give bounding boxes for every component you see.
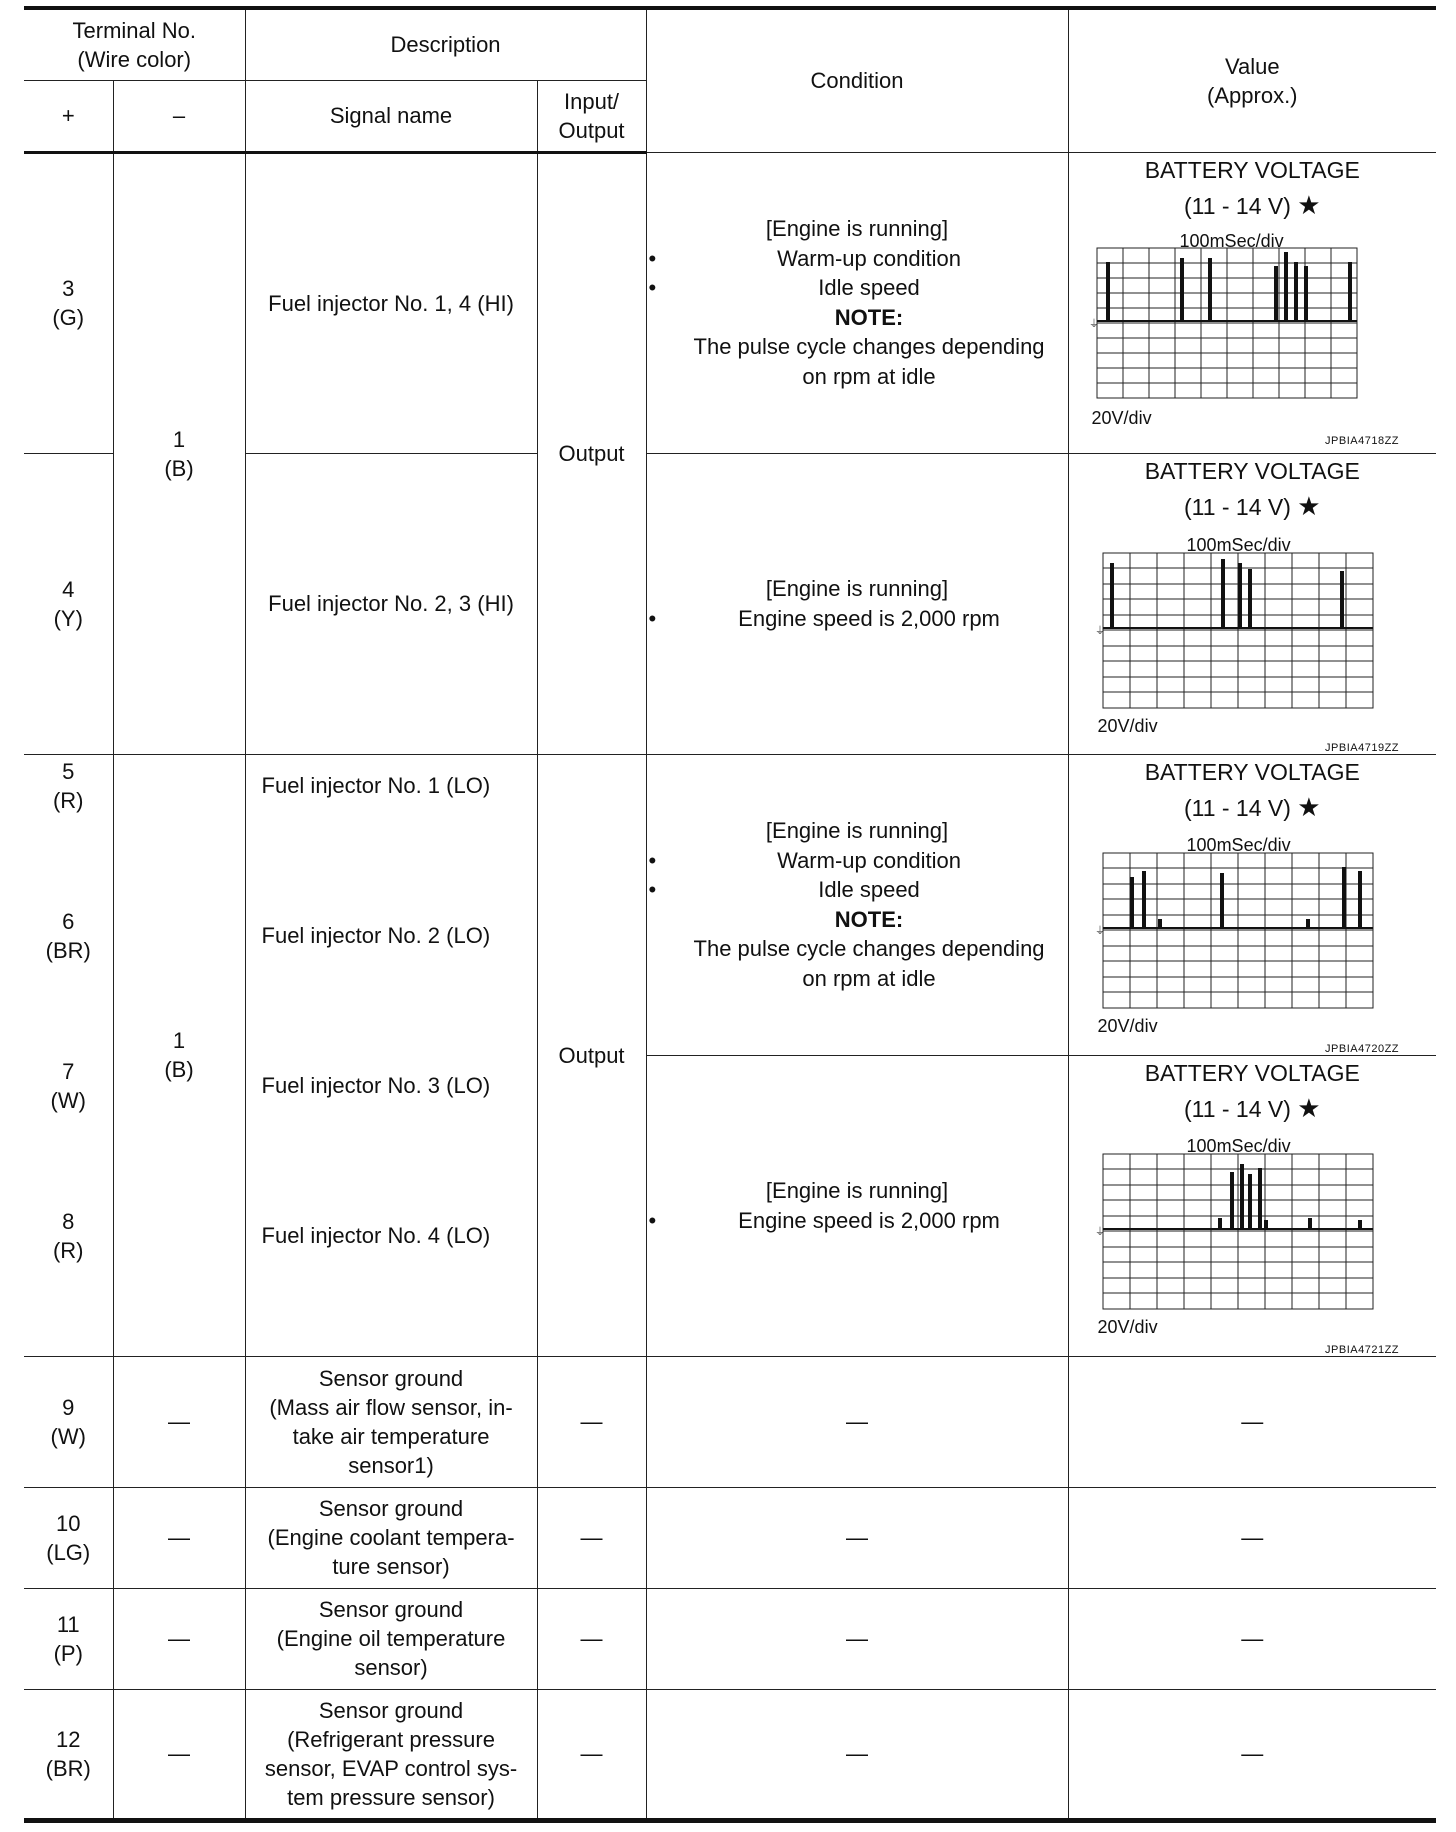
- header-value-line1: Value: [1224, 53, 1280, 79]
- header-plus: +: [24, 80, 113, 152]
- volt-division-label: 20V/div: [1091, 407, 1152, 428]
- terminal-number: 5: [62, 758, 75, 784]
- ground-terminal-cell: —: [113, 1588, 245, 1689]
- value-cell: [1068, 152, 1436, 453]
- io-cell: —: [537, 1487, 646, 1588]
- terminal-spec-table-frame: [24, 6, 1436, 1826]
- condition-cell: [646, 754, 1068, 1055]
- terminal-entry: [24, 1207, 113, 1265]
- time-division-label: 100mSec/div: [1179, 230, 1284, 251]
- condition-cell: [646, 1055, 1068, 1356]
- signal-detail: (Engine coolant tempera-: [267, 1525, 515, 1550]
- signal-name: Fuel injector No. 4 (LO): [261, 1222, 491, 1248]
- wire-color: (Y): [53, 605, 83, 631]
- condition-title: [Engine is running]: [765, 576, 949, 601]
- wire-color: (R): [52, 1237, 84, 1263]
- io-cell: Output: [537, 152, 646, 754]
- signal-name: Sensor ground: [318, 1496, 464, 1521]
- ground-terminal-number: 1: [172, 1028, 186, 1053]
- terminal-stack-cell: [24, 754, 113, 1356]
- terminal-cell: [24, 1689, 113, 1820]
- value-range-text: (11 - 14 V): [1183, 1095, 1291, 1122]
- wire-color: (G): [52, 305, 85, 330]
- condition-cell: —: [646, 1487, 1068, 1588]
- sensor-ground-row: [24, 1356, 1436, 1487]
- signal-name-cell: [245, 1689, 537, 1820]
- signal-name-cell: [245, 152, 537, 453]
- value-range-text: (11 - 14 V): [1183, 794, 1291, 821]
- note-label: NOTE:: [834, 304, 904, 330]
- time-division-label: 100mSec/div: [1186, 534, 1291, 555]
- oscilloscope-waveform-3: [1069, 850, 1389, 1010]
- signal-detail: sensor1): [348, 1452, 434, 1478]
- svg-text:⏚: ⏚: [1088, 318, 1099, 330]
- value-range: [1069, 791, 1437, 825]
- condition-title: [Engine is running]: [765, 818, 949, 843]
- terminal-number: 12: [56, 1726, 81, 1752]
- terminal-cell: [24, 1588, 113, 1689]
- header-row-1: [24, 8, 1436, 80]
- signal-name: Fuel injector No. 2 (LO): [261, 922, 491, 948]
- signal-name-cell: [245, 453, 537, 754]
- io-cell: —: [537, 1689, 646, 1820]
- star-icon: ★: [1297, 490, 1321, 521]
- time-division-label: 100mSec/div: [1186, 834, 1291, 855]
- io-cell: —: [537, 1588, 646, 1689]
- terminal-entry: [24, 1057, 113, 1115]
- group2-row-a: [24, 754, 1436, 1055]
- condition-title: [Engine is running]: [765, 1178, 949, 1203]
- terminal-cell: [24, 1487, 113, 1588]
- value-cell: —: [1068, 1487, 1436, 1588]
- condition-bullet: • Engine speed is 2,000 rpm: [647, 604, 1068, 634]
- header-description: Description: [245, 8, 646, 80]
- condition-bullet: • Warm-up condition: [647, 846, 1068, 876]
- terminal-cell: [24, 453, 113, 754]
- wire-color: (W): [50, 1087, 86, 1113]
- value-range-text: (11 - 14 V): [1183, 192, 1291, 219]
- note-label: NOTE:: [834, 906, 904, 932]
- signal-detail: sensor): [354, 1655, 428, 1680]
- condition-bullet: • Warm-up condition: [647, 244, 1068, 274]
- signal-detail: (Mass air flow sensor, in-: [269, 1394, 513, 1420]
- header-signal-name: Signal name: [245, 80, 537, 152]
- volt-division-label: 20V/div: [1097, 1316, 1158, 1337]
- io-cell: Output: [537, 754, 646, 1356]
- ground-terminal-number: 1: [172, 426, 186, 452]
- svg-text:⏚: ⏚: [1094, 625, 1105, 637]
- ground-terminal-cell: —: [113, 1487, 245, 1588]
- signal-name: Fuel injector No. 1 (LO): [261, 772, 491, 798]
- note-text: on rpm at idle: [802, 363, 936, 389]
- group1-row-a: [24, 152, 1436, 453]
- terminal-number: 6: [62, 908, 75, 934]
- header-io-line1: Input/: [564, 88, 620, 114]
- condition-bullet: • Engine speed is 2,000 rpm: [647, 1206, 1068, 1236]
- header-terminal-no-line2: (Wire color): [77, 46, 192, 72]
- signal-name: Sensor ground: [318, 1697, 464, 1723]
- condition-cell: —: [646, 1588, 1068, 1689]
- figure-code: JPBIA4721ZZ: [1325, 1343, 1400, 1356]
- signal-name-cell: [245, 1356, 537, 1487]
- wire-color: (W): [50, 1423, 86, 1449]
- wire-color: (P): [53, 1640, 83, 1666]
- header-io: [537, 80, 646, 152]
- signal-detail: ture sensor): [332, 1554, 450, 1579]
- terminal-number: 3: [62, 276, 75, 301]
- figure-code: JPBIA4720ZZ: [1325, 1042, 1400, 1055]
- value-cell: [1068, 754, 1436, 1055]
- note-text: The pulse cycle changes depending: [693, 936, 1045, 961]
- terminal-entry: [24, 907, 113, 965]
- value-cell: —: [1068, 1588, 1436, 1689]
- signal-name: Fuel injector No. 2, 3 (HI): [268, 591, 514, 616]
- terminal-number: 7: [62, 1058, 75, 1084]
- condition-cell: —: [646, 1689, 1068, 1820]
- terminal-spec-table: [24, 6, 1436, 1823]
- header-minus: –: [113, 80, 245, 152]
- value-label: BATTERY VOLTAGE: [1144, 457, 1360, 484]
- signal-name-cell: [245, 1588, 537, 1689]
- wire-color: (BR): [45, 937, 91, 963]
- terminal-number: 9: [62, 1394, 75, 1420]
- value-cell: [1068, 1055, 1436, 1356]
- condition-bullet: • Idle speed: [647, 273, 1068, 303]
- star-icon: ★: [1297, 189, 1321, 220]
- ground-terminal-cell: —: [113, 1356, 245, 1487]
- value-label: BATTERY VOLTAGE: [1144, 156, 1360, 183]
- signal-detail: (Refrigerant pressure: [287, 1726, 495, 1752]
- value-range: [1069, 490, 1437, 524]
- value-range: [1069, 189, 1437, 223]
- terminal-cell: [24, 152, 113, 453]
- signal-stack-cell: [245, 754, 537, 1356]
- oscilloscope-waveform-1: [1069, 245, 1369, 400]
- value-cell: [1068, 453, 1436, 754]
- wire-color: (LG): [46, 1539, 91, 1565]
- signal-name: Fuel injector No. 1, 4 (HI): [268, 290, 514, 316]
- star-icon: ★: [1297, 1092, 1321, 1123]
- terminal-number: 11: [56, 1611, 80, 1637]
- note-text: The pulse cycle changes depending: [693, 334, 1045, 359]
- ground-terminal-cell: [113, 152, 245, 754]
- signal-detail: take air temperature: [292, 1423, 490, 1449]
- header-terminal-no-line1: Terminal No.: [72, 17, 196, 43]
- value-label: BATTERY VOLTAGE: [1144, 1059, 1360, 1086]
- header-condition: Condition: [646, 8, 1068, 152]
- condition-title: [Engine is running]: [765, 216, 949, 241]
- header-io-line2: Output: [558, 117, 625, 143]
- signal-detail: sensor, EVAP control sys-: [264, 1755, 518, 1781]
- sensor-ground-row: [24, 1588, 1436, 1689]
- svg-text:⏚: ⏚: [1094, 1226, 1105, 1238]
- sensor-ground-row: [24, 1689, 1436, 1820]
- header-value-line2: (Approx.): [1207, 82, 1298, 108]
- header-value: [1068, 8, 1436, 152]
- signal-detail: (Engine oil temperature: [276, 1626, 506, 1651]
- terminal-number: 10: [56, 1510, 81, 1536]
- terminal-entry: [24, 757, 113, 815]
- ground-terminal-cell: —: [113, 1689, 245, 1820]
- signal-name: Sensor ground: [318, 1597, 464, 1622]
- io-cell: —: [537, 1356, 646, 1487]
- signal-detail: tem pressure sensor): [287, 1784, 495, 1810]
- condition-cell: —: [646, 1356, 1068, 1487]
- star-icon: ★: [1297, 791, 1321, 822]
- volt-division-label: 20V/div: [1097, 715, 1158, 736]
- time-division-label: 100mSec/div: [1186, 1135, 1291, 1156]
- wire-color: (R): [52, 787, 84, 813]
- terminal-cell: [24, 1356, 113, 1487]
- figure-code: JPBIA4719ZZ: [1325, 741, 1400, 754]
- ground-wire-color: (B): [164, 1057, 194, 1082]
- value-cell: —: [1068, 1689, 1436, 1820]
- condition-cell: [646, 453, 1068, 754]
- value-cell: —: [1068, 1356, 1436, 1487]
- svg-text:⏚: ⏚: [1094, 925, 1105, 937]
- oscilloscope-waveform-4: [1069, 1151, 1389, 1311]
- value-label: BATTERY VOLTAGE: [1144, 758, 1360, 785]
- volt-division-label: 20V/div: [1097, 1015, 1158, 1036]
- sensor-ground-row: [24, 1487, 1436, 1588]
- terminal-number: 4: [62, 576, 75, 602]
- note-text: on rpm at idle: [802, 965, 936, 991]
- terminal-number: 8: [62, 1208, 75, 1234]
- value-range-text: (11 - 14 V): [1183, 493, 1291, 520]
- ground-wire-color: (B): [164, 455, 194, 481]
- value-range: [1069, 1092, 1437, 1126]
- header-terminal-no: [24, 8, 245, 80]
- ground-terminal-cell: [113, 754, 245, 1356]
- signal-name: Fuel injector No. 3 (LO): [261, 1072, 491, 1098]
- signal-name: Sensor ground: [318, 1365, 464, 1391]
- oscilloscope-waveform-2: [1069, 550, 1389, 710]
- wire-color: (BR): [45, 1755, 91, 1781]
- condition-cell: [646, 152, 1068, 453]
- signal-name-cell: [245, 1487, 537, 1588]
- condition-bullet: • Idle speed: [647, 875, 1068, 905]
- figure-code: JPBIA4718ZZ: [1325, 434, 1400, 447]
